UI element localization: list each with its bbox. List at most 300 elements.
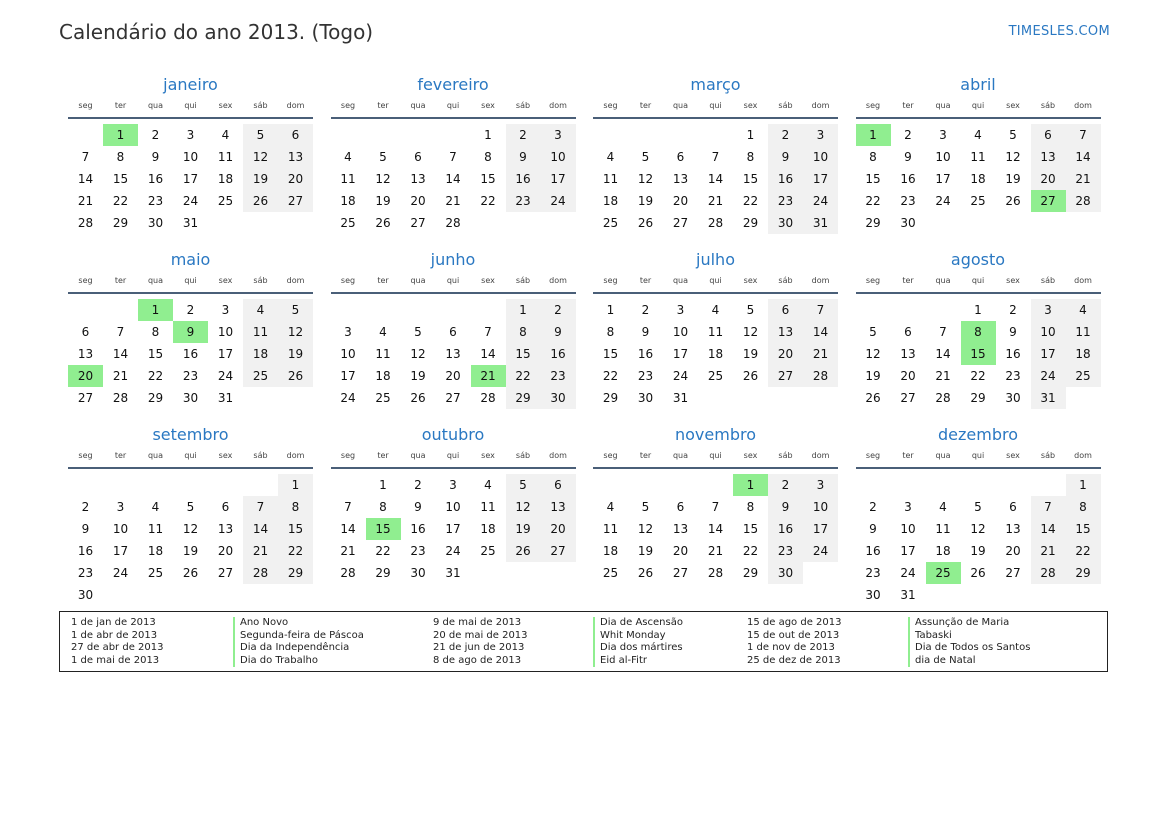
weekday-label: ter	[377, 100, 389, 110]
day-cell: 22	[742, 194, 759, 208]
day-cell: 8	[506, 321, 541, 343]
day-cell: 1	[746, 128, 755, 142]
weekday-label: sáb	[253, 450, 268, 460]
weekday-label: qua	[672, 100, 689, 110]
legend-date: 27 de abr de 2013	[71, 642, 164, 654]
legend-date: 25 de dez de 2013	[747, 654, 841, 666]
day-cell: 5	[974, 500, 982, 514]
day-cell: 19	[375, 194, 391, 208]
month-name: março	[690, 75, 741, 94]
day-cell: 1	[974, 303, 982, 317]
day-cell: 18	[375, 369, 391, 383]
day-cell: 2	[904, 128, 912, 142]
day-cell: 25	[970, 194, 986, 208]
day-cell: 28	[340, 566, 356, 580]
month-name: abril	[960, 75, 996, 94]
day-cell: 21	[340, 544, 356, 558]
day-cell: 31	[1031, 387, 1066, 409]
day-cell: 23	[182, 369, 199, 383]
weekday-label: sex	[743, 275, 758, 285]
day-cell: 27	[1005, 566, 1021, 580]
day-cell: 28	[480, 391, 496, 405]
month-name: agosto	[950, 250, 1006, 269]
holiday-day-cell: 25	[926, 562, 961, 584]
weekday-label: dom	[549, 450, 567, 460]
day-cell: 1	[506, 299, 541, 321]
weekday-label: sáb	[253, 100, 268, 110]
day-cell: 21	[243, 540, 278, 562]
day-cell: 13	[541, 496, 576, 518]
day-cell: 17	[112, 544, 129, 558]
day-cell: 29	[970, 391, 986, 405]
day-cell: 20	[410, 194, 426, 208]
day-cell: 12	[637, 522, 654, 536]
day-cell: 11	[480, 500, 496, 514]
day-cell: 4	[974, 128, 982, 142]
day-cell: 28	[243, 562, 278, 584]
weekday-header	[68, 446, 313, 464]
legend-names	[233, 617, 364, 667]
weekday-label: ter	[377, 275, 389, 285]
weekday-label: seg	[865, 275, 881, 285]
day-cell: 13	[410, 172, 426, 186]
day-cell: 31	[445, 566, 461, 580]
day-cell: 4	[151, 500, 160, 514]
day-cell: 24	[1031, 365, 1066, 387]
day-cell: 4	[221, 128, 230, 142]
day-cell: 26	[375, 216, 391, 230]
day-cell: 25	[340, 216, 356, 230]
day-cell: 9	[81, 522, 90, 536]
weekday-label: qui	[709, 275, 722, 285]
day-cell: 5	[1009, 128, 1017, 142]
day-cell: 17	[672, 347, 689, 361]
day-cell: 23	[541, 365, 576, 387]
day-cell: 6	[414, 150, 422, 164]
legend-names	[908, 617, 1030, 667]
day-cell: 28	[112, 391, 129, 405]
weekday-label: dom	[811, 275, 830, 285]
day-cell: 16	[410, 522, 426, 536]
day-cell: 24	[803, 190, 838, 212]
day-cell: 6	[221, 500, 230, 514]
day-cell: 11	[935, 522, 951, 536]
weekday-header	[331, 446, 576, 464]
day-cell: 2	[414, 478, 422, 492]
day-cell: 12	[742, 325, 759, 339]
day-cell: 9	[414, 500, 422, 514]
day-cell: 6	[1009, 500, 1017, 514]
day-cell: 5	[379, 150, 387, 164]
day-cell: 16	[541, 343, 576, 365]
weekday-label: ter	[114, 100, 127, 110]
weekday-label: seg	[340, 275, 356, 285]
day-cell: 3	[116, 500, 125, 514]
day-cell: 28	[935, 391, 951, 405]
day-cell: 5	[278, 299, 313, 321]
day-cell: 10	[803, 146, 838, 168]
day-cell: 3	[186, 128, 195, 142]
month-junho	[331, 249, 576, 431]
day-cell: 31	[900, 588, 916, 602]
page-title: Calendário do ano 2013. (Togo)	[59, 20, 374, 44]
day-cell: 27	[410, 216, 426, 230]
day-cell: 26	[865, 391, 881, 405]
weekday-label: seg	[78, 100, 93, 110]
day-cell: 25	[707, 369, 724, 383]
day-cell: 7	[243, 496, 278, 518]
day-cell: 7	[81, 150, 90, 164]
day-cell: 30	[182, 391, 199, 405]
weekday-label: sex	[218, 100, 233, 110]
weekday-label: qua	[672, 275, 689, 285]
day-grid	[593, 474, 838, 606]
day-cell: 25	[243, 365, 278, 387]
weekday-header	[331, 96, 576, 114]
day-cell: 28	[1066, 190, 1101, 212]
day-cell: 9	[904, 150, 912, 164]
day-cell: 12	[375, 172, 391, 186]
weekday-label: sáb	[778, 100, 793, 110]
day-cell: 26	[410, 391, 426, 405]
month-name: setembro	[152, 425, 229, 444]
day-cell: 15	[742, 522, 759, 536]
weekday-label: qui	[446, 450, 460, 460]
day-cell: 19	[506, 518, 541, 540]
day-cell: 25	[147, 566, 164, 580]
legend-holiday-name: Whit Monday	[593, 630, 683, 643]
day-cell: 29	[742, 216, 759, 230]
holiday-day-cell: 9	[173, 321, 208, 343]
day-cell: 29	[865, 216, 881, 230]
month-março	[593, 74, 838, 256]
day-cell: 8	[746, 500, 755, 514]
day-cell: 26	[506, 540, 541, 562]
day-cell: 7	[449, 150, 457, 164]
day-cell: 2	[151, 128, 160, 142]
month-divider	[68, 292, 313, 294]
day-cell: 6	[449, 325, 457, 339]
day-cell: 23	[506, 190, 541, 212]
weekday-label: seg	[603, 100, 618, 110]
weekday-label: qua	[672, 450, 689, 460]
day-cell: 3	[803, 474, 838, 496]
day-cell: 23	[900, 194, 916, 208]
legend-date: 1 de jan de 2013	[71, 617, 156, 628]
weekday-label: qui	[971, 100, 985, 110]
day-cell: 10	[445, 500, 461, 514]
day-cell: 14	[112, 347, 129, 361]
day-cell: 3	[676, 303, 685, 317]
day-grid	[68, 474, 313, 606]
day-cell: 30	[637, 391, 654, 405]
weekday-label: dom	[811, 100, 830, 110]
day-cell: 29	[375, 566, 391, 580]
day-cell: 12	[506, 496, 541, 518]
weekday-label: qui	[184, 100, 197, 110]
day-cell: 7	[939, 325, 947, 339]
day-cell: 1	[606, 303, 615, 317]
weekday-label: qua	[935, 450, 951, 460]
month-divider	[331, 117, 576, 119]
weekday-label: dom	[549, 275, 567, 285]
day-cell: 30	[865, 588, 881, 602]
day-cell: 21	[707, 544, 724, 558]
day-cell: 7	[1066, 124, 1101, 146]
day-cell: 16	[77, 544, 94, 558]
legend-holiday-name: Assunção de Maria	[908, 617, 1030, 630]
day-cell: 24	[900, 566, 916, 580]
weekday-label: qua	[147, 275, 164, 285]
legend-date: 9 de mai de 2013	[433, 617, 522, 628]
legend-holiday-name: Dia dos mártires	[593, 642, 683, 655]
month-fevereiro	[331, 74, 576, 256]
day-cell: 9	[541, 321, 576, 343]
weekday-header	[68, 271, 313, 289]
month-julho	[593, 249, 838, 431]
legend-holiday-name: Ano Novo	[233, 617, 364, 630]
holiday-day-cell: 15	[366, 518, 401, 540]
day-cell: 10	[900, 522, 916, 536]
day-cell: 16	[768, 518, 803, 540]
day-cell: 9	[151, 150, 160, 164]
day-cell: 24	[182, 194, 199, 208]
day-cell: 9	[641, 325, 650, 339]
day-cell: 18	[602, 544, 619, 558]
weekday-label: ter	[639, 275, 652, 285]
day-cell: 13	[672, 172, 689, 186]
day-cell: 23	[637, 369, 654, 383]
day-cell: 5	[243, 124, 278, 146]
month-divider	[68, 467, 313, 469]
weekday-label: qui	[184, 275, 197, 285]
day-cell: 8	[1066, 496, 1101, 518]
month-divider	[331, 292, 576, 294]
day-cell: 17	[217, 347, 234, 361]
day-cell: 30	[900, 216, 916, 230]
day-cell: 23	[768, 190, 803, 212]
holiday-day-cell: 1	[103, 124, 138, 146]
day-cell: 6	[676, 500, 685, 514]
weekday-label: qua	[410, 275, 426, 285]
weekday-label: sex	[743, 450, 758, 460]
day-cell: 17	[803, 518, 838, 540]
day-cell: 12	[410, 347, 426, 361]
day-cell: 25	[480, 544, 496, 558]
day-cell: 31	[217, 391, 234, 405]
day-cell: 4	[379, 325, 387, 339]
day-cell: 25	[375, 391, 391, 405]
day-grid	[593, 299, 838, 431]
day-cell: 22	[865, 194, 881, 208]
day-cell: 29	[1066, 562, 1101, 584]
weekday-label: dom	[286, 450, 305, 460]
day-cell: 22	[480, 194, 496, 208]
weekday-label: qua	[410, 450, 426, 460]
day-cell: 16	[1005, 347, 1021, 361]
weekday-label: sex	[1006, 275, 1020, 285]
day-cell: 15	[865, 172, 881, 186]
day-cell: 23	[410, 544, 426, 558]
day-cell: 26	[637, 216, 654, 230]
weekday-label: sáb	[1040, 450, 1056, 460]
legend-date: 20 de mai de 2013	[433, 629, 528, 641]
weekday-label: qua	[935, 100, 951, 110]
day-cell: 6	[1031, 124, 1066, 146]
day-cell: 3	[541, 124, 576, 146]
day-cell: 2	[768, 474, 803, 496]
weekday-label: qua	[935, 275, 951, 285]
legend-dates	[747, 617, 841, 667]
day-cell: 14	[803, 321, 838, 343]
day-cell: 4	[606, 150, 615, 164]
day-cell: 11	[602, 172, 619, 186]
day-cell: 7	[1031, 496, 1066, 518]
day-cell: 14	[243, 518, 278, 540]
weekday-header	[593, 96, 838, 114]
brand-link[interactable]: TIMESLES.COM	[1008, 24, 1110, 39]
day-grid	[856, 299, 1101, 431]
day-cell: 27	[217, 566, 234, 580]
day-cell: 15	[278, 518, 313, 540]
day-cell: 21	[77, 194, 94, 208]
day-cell: 3	[221, 303, 230, 317]
day-cell: 29	[742, 566, 759, 580]
legend-date: 1 de abr de 2013	[71, 629, 158, 641]
day-cell: 2	[641, 303, 650, 317]
day-cell: 27	[278, 190, 313, 212]
day-cell: 19	[410, 369, 426, 383]
day-cell: 8	[869, 150, 877, 164]
day-cell: 22	[1066, 540, 1101, 562]
day-cell: 18	[217, 172, 234, 186]
day-cell: 11	[217, 150, 234, 164]
day-cell: 8	[379, 500, 387, 514]
day-cell: 7	[116, 325, 125, 339]
day-cell: 29	[278, 562, 313, 584]
day-cell: 7	[484, 325, 492, 339]
weekday-label: qui	[709, 450, 722, 460]
weekday-label: sáb	[778, 275, 793, 285]
day-cell: 24	[672, 369, 689, 383]
day-cell: 3	[344, 325, 352, 339]
day-cell: 24	[541, 190, 576, 212]
day-cell: 4	[484, 478, 492, 492]
legend-dates	[433, 617, 528, 667]
day-cell: 25	[1066, 365, 1101, 387]
legend-dates	[71, 617, 163, 667]
day-grid	[331, 474, 576, 606]
day-cell: 20	[672, 194, 689, 208]
day-cell: 14	[1066, 146, 1101, 168]
day-cell: 23	[865, 566, 881, 580]
day-cell: 15	[742, 172, 759, 186]
weekday-label: sáb	[515, 450, 531, 460]
day-cell: 22	[506, 365, 541, 387]
legend-date: 1 de mai de 2013	[71, 654, 160, 666]
legend-date: 15 de out de 2013	[747, 629, 840, 641]
day-cell: 8	[746, 150, 755, 164]
day-cell: 2	[186, 303, 195, 317]
day-cell: 19	[278, 343, 313, 365]
weekday-label: dom	[286, 275, 305, 285]
legend-date: 8 de ago de 2013	[433, 654, 522, 666]
day-cell: 29	[602, 391, 619, 405]
day-cell: 18	[480, 522, 496, 536]
day-cell: 24	[935, 194, 951, 208]
day-cell: 20	[541, 518, 576, 540]
weekday-label: dom	[1074, 100, 1092, 110]
day-cell: 22	[970, 369, 986, 383]
day-cell: 6	[768, 299, 803, 321]
month-novembro	[593, 424, 838, 606]
day-cell: 17	[340, 369, 356, 383]
month-name: outubro	[421, 425, 485, 444]
day-cell: 18	[1066, 343, 1101, 365]
day-cell: 12	[970, 522, 986, 536]
day-cell: 23	[768, 540, 803, 562]
weekday-label: ter	[902, 450, 914, 460]
legend-holiday-name: Dia de Todos os Santos	[908, 642, 1030, 655]
day-cell: 4	[243, 299, 278, 321]
day-cell: 30	[147, 216, 164, 230]
day-cell: 22	[278, 540, 313, 562]
day-cell: 14	[1031, 518, 1066, 540]
day-cell: 11	[707, 325, 724, 339]
day-cell: 22	[112, 194, 129, 208]
day-cell: 28	[803, 365, 838, 387]
weekday-header	[593, 271, 838, 289]
day-cell: 30	[410, 566, 426, 580]
day-cell: 5	[746, 303, 755, 317]
day-cell: 4	[606, 500, 615, 514]
day-cell: 21	[935, 369, 951, 383]
day-cell: 16	[900, 172, 916, 186]
day-cell: 17	[445, 522, 461, 536]
day-cell: 25	[217, 194, 234, 208]
month-name: julho	[696, 250, 735, 269]
day-cell: 29	[506, 387, 541, 409]
day-cell: 23	[147, 194, 164, 208]
day-cell: 14	[445, 172, 461, 186]
day-cell: 12	[278, 321, 313, 343]
day-cell: 11	[147, 522, 164, 536]
day-cell: 24	[803, 540, 838, 562]
day-cell: 5	[641, 150, 650, 164]
day-cell: 10	[541, 146, 576, 168]
day-cell: 14	[935, 347, 951, 361]
legend-names	[593, 617, 683, 667]
day-cell: 19	[970, 544, 986, 558]
weekday-label: ter	[114, 275, 127, 285]
month-divider	[68, 117, 313, 119]
day-cell: 20	[1031, 168, 1066, 190]
day-cell: 2	[506, 124, 541, 146]
day-cell: 14	[480, 347, 496, 361]
day-cell: 8	[278, 496, 313, 518]
day-cell: 5	[186, 500, 195, 514]
day-cell: 26	[637, 566, 654, 580]
weekday-label: seg	[78, 275, 93, 285]
legend-date: 15 de ago de 2013	[747, 617, 842, 628]
day-cell: 9	[506, 146, 541, 168]
weekday-label: ter	[902, 275, 914, 285]
day-cell: 11	[243, 321, 278, 343]
day-cell: 12	[637, 172, 654, 186]
day-cell: 4	[1066, 299, 1101, 321]
day-cell: 17	[803, 168, 838, 190]
day-grid	[856, 124, 1101, 256]
